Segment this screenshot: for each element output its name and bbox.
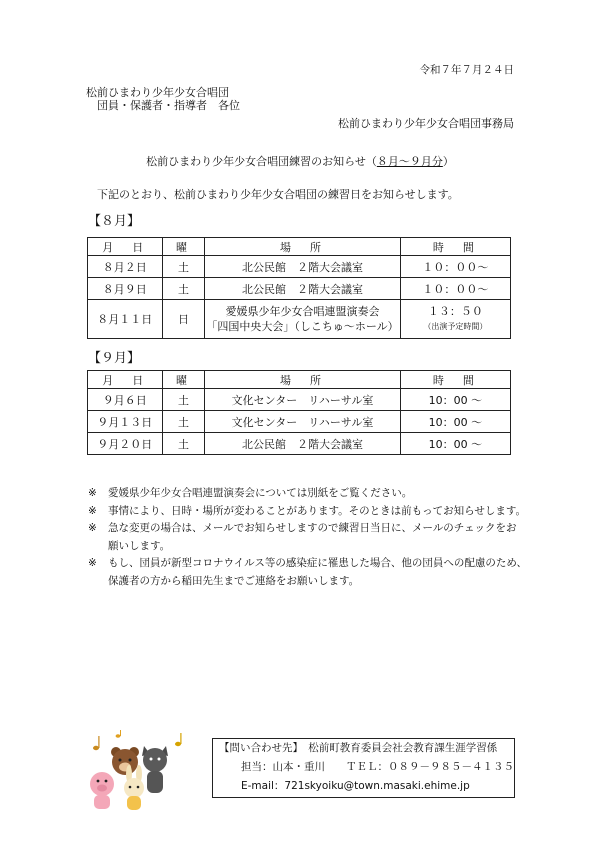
note-mark: ※ (88, 504, 97, 517)
recipient-organization: 松前ひまわり少年少女合唱団 (86, 86, 229, 99)
note-text: 事情により、日時・場所が変わることがあります。そのときは前もってお知らせします。 (108, 504, 527, 517)
list-item (88, 520, 528, 555)
contact-staff: 担当：山本・重川 (241, 761, 325, 773)
row-time: 10：00 ～ (400, 433, 510, 455)
page-title: 松前ひまわり少年少女合唱団練習のお知らせ（８月～９月分） (146, 155, 454, 168)
row-day: 日 (162, 300, 205, 339)
list-item (88, 485, 528, 503)
recipient-audience: 団員・保護者・指導者 各位 (97, 99, 240, 112)
row-time: 10：00 ～ (400, 389, 510, 411)
list-item (88, 503, 528, 521)
row-place: 文化センター リハーサル室 (205, 389, 400, 411)
column-header-date: 月 日 (88, 371, 163, 389)
row-time: １０：００～ (400, 256, 510, 278)
note-mark: ※ (88, 557, 97, 569)
pig-icon (90, 772, 114, 809)
music-note-icon (93, 730, 182, 750)
row-date: ９月１３日 (88, 411, 163, 433)
row-place: 北公民館 ２階大会議室 (205, 433, 400, 455)
bear-icon (111, 747, 139, 775)
august-schedule-table (87, 237, 511, 339)
row-time: １０：００～ (400, 278, 510, 300)
contact-email[interactable]: E-mail：721skyoiku@town.masaki.ehime.jp (241, 780, 470, 792)
note-text: もし、団員が新型コロナウイルス等の感染症に罹患した場合、他の団員への配慮のため、 (108, 557, 527, 569)
row-place-line2: 「四国中央大会」（しこちゅ～ホール） (206, 320, 399, 333)
row-day: 土 (162, 256, 205, 278)
row-date: ９月２０日 (88, 433, 163, 455)
table-header-row (88, 238, 511, 256)
row-time (400, 300, 510, 339)
table-row (88, 256, 511, 278)
intro-text: 下記のとおり、松前ひまわり少年少女合唱団の練習日をお知らせします。 (97, 188, 459, 201)
note-mark: ※ (88, 522, 97, 534)
september-heading: 【９月】 (88, 351, 141, 366)
note-text-continued: 保護者の方から稲田先生までご連絡をお願いします。 (108, 574, 360, 587)
table-row (88, 411, 511, 433)
note-mark: ※ (88, 487, 97, 499)
row-day: 土 (162, 411, 205, 433)
row-date: ８月１１日 (88, 300, 163, 339)
row-place (205, 300, 400, 339)
cat-icon (142, 746, 168, 793)
contact-box (212, 738, 515, 798)
row-day: 土 (162, 278, 205, 300)
row-time: 10：00 ～ (400, 411, 510, 433)
document-date: 令和７年７月２４日 (419, 64, 514, 76)
row-day: 土 (162, 389, 205, 411)
column-header-place: 場 所 (205, 371, 400, 389)
row-place: 文化センター リハーサル室 (205, 411, 400, 433)
row-day: 土 (162, 433, 205, 455)
contact-phone: ＴＥＬ：０８９－９８５－４１３５ (346, 761, 514, 773)
september-schedule-table (87, 370, 511, 455)
row-time-value: １３：５０ (427, 305, 483, 318)
table-row (88, 433, 511, 455)
row-place: 北公民館 ２階大会議室 (205, 256, 400, 278)
table-header-row (88, 371, 511, 389)
row-date: ９月６日 (88, 389, 163, 411)
table-row (88, 389, 511, 411)
row-place: 北公民館 ２階大会議室 (205, 278, 400, 300)
note-text: 愛媛県少年少女合唱連盟演奏会については別紙をご覧ください。 (108, 487, 413, 499)
column-header-time: 時 間 (400, 371, 510, 389)
note-text: 急な変更の場合は、メールでお知らせしますので練習日当日に、メールのチェックをお (108, 522, 517, 534)
august-heading: 【８月】 (88, 214, 141, 229)
note-text-continued: 願いします。 (108, 539, 171, 552)
column-header-day: 曜 (162, 238, 205, 256)
table-row (88, 300, 511, 339)
contact-office: 松前町教育委員会社会教育課生涯学習係 (308, 742, 498, 754)
row-place-line1: 愛媛県少年少女合唱連盟演奏会 (225, 305, 380, 318)
column-header-time: 時 間 (400, 238, 510, 256)
column-header-day: 曜 (162, 371, 205, 389)
list-item (88, 555, 528, 590)
row-date: ８月９日 (88, 278, 163, 300)
sender: 松前ひまわり少年少女合唱団事務局 (338, 117, 514, 130)
contact-label: 【問い合わせ先】 (219, 742, 298, 754)
contact-row-staff (219, 758, 514, 777)
animal-choir-illustration (84, 730, 188, 812)
column-header-date: 月 日 (88, 238, 163, 256)
notes-list (88, 485, 528, 590)
contact-row-office (219, 739, 514, 758)
column-header-place: 場 所 (205, 238, 400, 256)
table-row (88, 278, 511, 300)
rabbit-icon (124, 765, 144, 810)
row-time-note: （出演予定時間） (423, 322, 488, 331)
row-date: ８月２日 (88, 256, 163, 278)
